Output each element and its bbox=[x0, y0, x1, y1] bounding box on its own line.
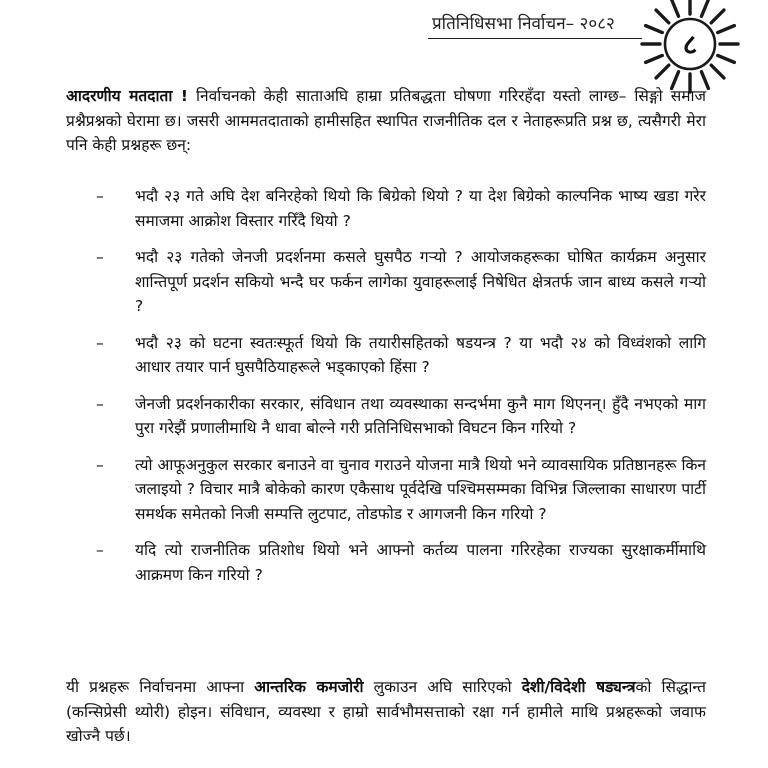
dash-bullet: – bbox=[96, 394, 104, 413]
question-text: जेनजी प्रदर्शनकारीका सरकार, संविधान तथा व्यवस्थाका सन्दर्भमा कुनै माग थिएनन्। हुँदै नभएको माग पुरा गरेझैं प्रणालीमाथि नै धावा बोल्ने गरी प्रतिनिधिसभाको विघटन किन गरियो ? bbox=[135, 394, 706, 437]
question-text: यदि त्यो राजनीतिक प्रतिशोध थियो भने आफ्नो कर्तव्य पालना गरिरहेका राज्यका सुरक्षाकर्मीमाथि आक्रमण किन गरियो ? bbox=[135, 541, 706, 584]
question-item bbox=[96, 392, 706, 441]
question-text: भदौ २३ गतेको जेनजी प्रदर्शनमा कसले घुसपैठ गऱ्यो ? आयोजकहरूका घोषित कार्यक्रम अनुसार शान्तिपूर्ण प्रदर्शन सकियो भन्दै घर फर्कन लागेका युवाहरूलाई निषेधित क्षेत्रतर्फ जान बाध्य कसले गऱ्यो ? bbox=[135, 248, 706, 315]
dash-bullet: – bbox=[96, 187, 104, 205]
question-item bbox=[96, 538, 706, 587]
question-item bbox=[96, 453, 706, 527]
dash-bullet: – bbox=[96, 248, 104, 266]
closing-text-3: को सिद्धान्त (कन्सिप्रेसी थ्योरी) होइन। संविधान, व्यवस्था र हाम्रो सार्वभौमसत्ताको रक्षा गर्न हामीले माथि प्रश्नहरूको जवाफ खोज्नै पर्छ। bbox=[66, 678, 707, 745]
header-rule bbox=[428, 38, 642, 39]
header-title: प्रतिनिधिसभा निर्वाचन– २०८२ bbox=[432, 14, 615, 34]
closing-bold-2: देशी/विदेशी षड्यन्त्र bbox=[521, 678, 636, 696]
question-item bbox=[96, 245, 706, 319]
question-text: त्यो आफूअनुकुल सरकार बनाउने वा चुनाव गराउने योजना मात्रै थियो भने व्यावसायिक प्रतिष्ठानहरू किन जलाइयो ? विचार मात्रै बोकेको कारण एकैसाथ पूर्वदेखि पश्चिमसम्मका विभिन्न जिल्लाका साधारण पार्टी समर्थक समेतको निजी सम्पत्ति लुटपाट, तोडफोड र आगजनी किन गरियो ? bbox=[135, 455, 706, 523]
question-item bbox=[96, 331, 706, 380]
closing-text-1: यी प्रश्नहरू निर्वाचनमा आफ्ना bbox=[66, 678, 255, 696]
dash-bullet: – bbox=[96, 541, 104, 559]
question-list bbox=[96, 184, 706, 599]
dash-bullet: – bbox=[96, 333, 104, 352]
question-text: भदौ २३ को घटना स्वतःस्फूर्त थियो कि तयारीसहितको षडयन्त्र ? या भदौ २४ को विध्वंशको लागि आधार तयार पार्न घुसपैठियाहरूले भड्काएको हिंसा ? bbox=[135, 333, 706, 376]
dash-bullet: – bbox=[96, 455, 104, 474]
intro-paragraph bbox=[66, 84, 706, 158]
question-text: भदौ २३ गते अघि देश बनिरहेको थियो कि बिग्रेको थियो ? या देश बिग्रेको काल्पनिक भाष्य खडा गरेर समाजमा आक्रोश विस्तार गरिँदै थियो ? bbox=[135, 187, 706, 230]
question-item bbox=[96, 184, 706, 233]
closing-bold-1: आन्तरिक कमजोरी bbox=[254, 678, 364, 696]
closing-paragraph bbox=[66, 675, 706, 749]
closing-text-2: लुकाउन अघि सारिएको bbox=[363, 678, 522, 696]
salutation: आदरणीय मतदाता ! bbox=[66, 87, 188, 105]
intro-text: निर्वाचनको केही साताअघि हाम्रा प्रतिबद्धता घोषणा गरिरहँदा यस्तो लाग्छ– सिङ्गो समाज प्रश्नैप्रश्नको घेरामा छ। जसरी आममतदाताको हामीसहित स्थापित राजनीतिक दल र नेताहरूप्रति प्रश्न छ, त्यसैगरी मेरा पनि केही प्रश्नहरू छन्: bbox=[66, 87, 707, 154]
page-number: ८ bbox=[682, 28, 698, 61]
